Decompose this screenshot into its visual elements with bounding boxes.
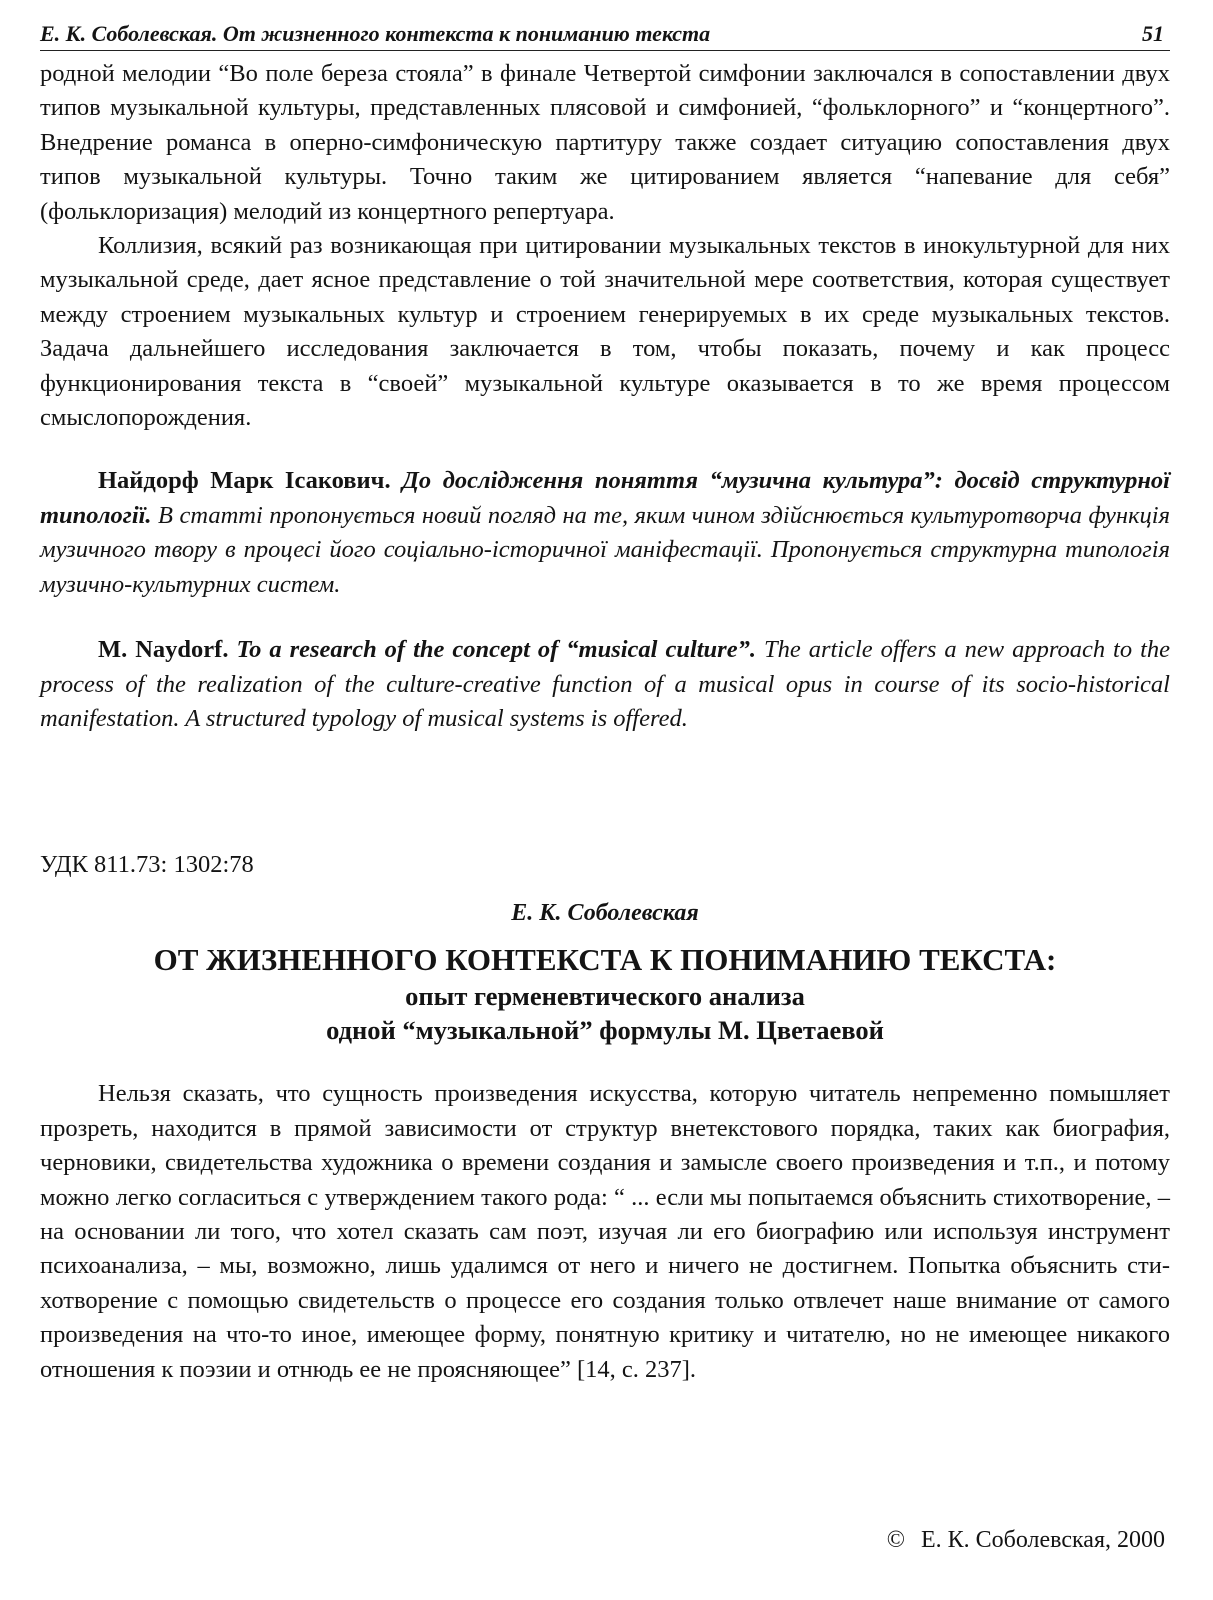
abstract-text: The article offers a new approach to the process of the realization of the culture-creative function of a musical opus in course of its socio-historical manifestation. A structured typology of musical systems is offered. bbox=[40, 636, 1171, 732]
previous-article-ending bbox=[40, 57, 1170, 435]
abstract-text: В статті пропонується новий погляд на те, яким чином здійснюється культуротворча функція музичного твору в процесі його соціально-історичної маніфестації. Пропонується структурна типологія музично-культурних систем. bbox=[40, 501, 1170, 598]
article-subtitle-line: одной “музыкальной” формулы М. Цветаевой bbox=[326, 1015, 884, 1046]
article-body-paragraph: Нельзя сказать, что сущность произведения искусства, которую читатель непременно помышляет прозреть, находится в прямой зависимости от структур внетекстового порядка, таких как биография, черновики, свидетельства художника о времени создания и замысле своего произведения и т.п., и потому можно легко согласиться с утверждением такого рода: “ ... если мы попытаемся объяснить стихотворение, – на основании ли того, что хотел сказать сам поэт, изучая ли его биографию или используя инструмент психоанализа, – мы, возможно, лишь удалимся от него и ничего не достигнем. Попытка объяснить стихотворение с помощью свидетельств о процессе его создания только отвлечет наше внимание от самого произведения на что-то иное, имеющее форму, понятную критику и читателю, но не имеющее никакого отношения к поэзии и отнюдь ее не проясняющее” [14, с. 237]. bbox=[40, 1080, 1170, 1383]
abstract-title: До дослідження поняття “музична культура”: досвід структурної типології. bbox=[40, 467, 1170, 529]
running-header bbox=[40, 18, 1170, 51]
article-title: ОТ ЖИЗНЕННОГО КОНТЕКСТА К ПОНИМАНИЮ ТЕКСТА: bbox=[153, 942, 1057, 978]
journal-page bbox=[40, 18, 1170, 1387]
body-paragraph: Коллизия, всякий раз возникающая при цитировании музыкальных текстов в инокультурной для них музыкальной среде, дает ясное представление о той значительной мере соответствия, которая существует между строением музыкальных культур и строением генерируемых в их среде музыкальных текстов. Задача дальнейшего исследования заключается в том, чтобы показать, почему и как процесс функционирования текста в “своей” музыкальной культуре оказывается в то же время процессом смыслопорождения. bbox=[40, 232, 1170, 432]
udk-code: УДК 811.73: 1302:78 bbox=[40, 851, 254, 879]
copyright-text: Е. К. Соболевская, 2000 bbox=[920, 1527, 1165, 1553]
abstract-author: M. Naydorf. bbox=[98, 636, 229, 664]
page-number: 51 bbox=[1142, 21, 1164, 46]
running-title: Е. К. Соболевская. От жизненного контекста к пониманию текста bbox=[40, 21, 711, 46]
article-subtitle-line: опыт герменевтического анализа bbox=[405, 981, 805, 1012]
abstract-author: Найдорф Марк Ісакович. bbox=[98, 467, 391, 495]
copyright-icon: © bbox=[886, 1527, 905, 1553]
abstract-english bbox=[40, 633, 1170, 736]
article-author: Е. К. Соболевская bbox=[511, 900, 699, 927]
abstract-title: To a research of the concept of “musical culture”. bbox=[236, 636, 756, 664]
body-paragraph: родной мелодии “Во поле береза стояла” в финале Четвертой симфонии заключался в сопоставлении двух типов музыкальной культуры, представленных плясовой и симфонией, “фольклорного” и “концертного”. Внедрение романса в оперно-симфоническую партитуру также создает ситуацию сопоставления двух типов музыкальной культуры. Точно таким же цитированием является “напевание для себя” (фольклоризация) мелодий из концертного репертуара. bbox=[40, 60, 1170, 225]
copyright-notice bbox=[887, 1524, 1165, 1556]
abstract-ukrainian bbox=[40, 464, 1170, 602]
